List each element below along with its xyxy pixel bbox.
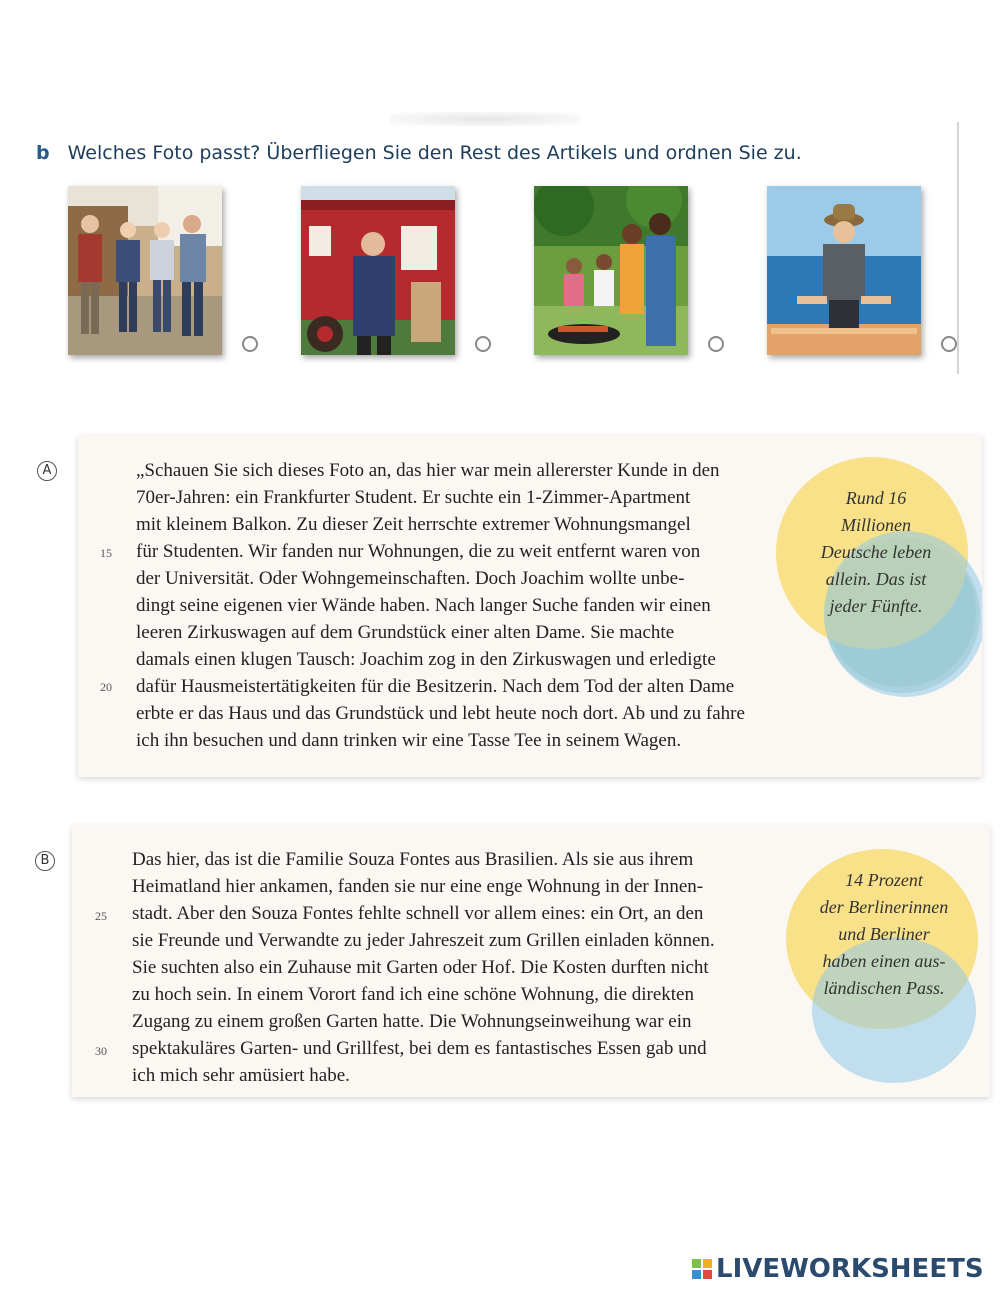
photo-family-barbecue [534,186,688,355]
fact-a-line: Millionen [841,515,911,535]
section-b-badge: B [35,851,55,871]
text-line: ich mich sehr amüsiert habe. [132,1065,350,1086]
line-number-30: 30 [95,1044,107,1058]
text-line: stadt. Aber den Souza Fontes fehlte schnell vor allem eines: ein Ort, an den [132,903,704,924]
text-line: „Schauen Sie sich dieses Foto an, das hier war mein allererster Kunde in den [136,460,720,481]
fact-a-line: Deutsche leben [820,542,932,562]
right-divider [957,122,959,374]
line-number-20: 20 [100,680,112,694]
task-letter: b [36,142,50,164]
fact-a [786,485,966,620]
section-b-text [132,846,715,1089]
text-line: mit kleinem Balkon. Zu dieser Zeit herrschte extremer Wohnungsmangel [136,514,691,535]
text-line: zu hoch sein. In einem Vorort fand ich eine schöne Wohnung, die direkten [132,984,694,1005]
logo-text: LIVEWORKSHEETS [716,1254,984,1284]
fact-a-line: jeder Fünfte. [829,596,923,616]
text-line: damals einen klugen Tausch: Joachim zog in den Zirkuswagen und erledigte [136,649,716,670]
fact-b-line: haben einen aus- [822,951,946,971]
task-heading [36,142,802,164]
text-line: leeren Zirkuswagen auf dem Grundstück einer alten Dame. Sie machte [136,622,675,643]
liveworksheets-logo [692,1254,984,1284]
photo-circus-wagon [301,186,455,355]
text-line: ich ihn besuchen und dann trinken wir eine Tasse Tee in seinem Wagen. [136,730,682,751]
fact-a-line: allein. Das ist [825,569,927,589]
text-line: spektakuläres Garten- und Grillfest, bei dem es fantastisches Essen gab und [132,1038,707,1059]
text-line: Zugang zu einem großen Garten hatte. Die Wohnungseinweihung war ein [132,1011,692,1032]
match-radio-photo-1[interactable] [242,336,258,352]
text-line: der Universität. Oder Wohngemeinschaften. Doch Joachim wollte unbe- [136,568,685,589]
match-radio-photo-2[interactable] [475,336,491,352]
photo-group [68,186,222,355]
text-line: Das hier, das ist die Familie Souza Fontes aus Brasilien. Als sie aus ihrem [132,849,694,870]
top-shadow [390,112,580,126]
fact-b-line: und Berliner [838,924,930,944]
fact-a-line: Rund 16 [845,488,907,508]
match-radio-photo-3[interactable] [708,336,724,352]
logo-blocks-icon [692,1259,712,1279]
line-number-15: 15 [100,546,112,560]
text-line: dingt seine eigenen vier Wände haben. Nach langer Suche fanden wir einen [136,595,711,616]
text-line: dafür Hausmeistertätigkeiten für die Besitzerin. Nach dem Tod der alten Dame [136,676,735,697]
fact-b [796,867,972,1002]
text-line: 70er-Jahren: ein Frankfurter Student. Er suchte ein 1-Zimmer-Apartment [136,487,691,508]
task-instruction: Welches Foto passt? Überfliegen Sie den Rest des Artikels und ordnen Sie zu. [67,142,802,164]
match-radio-photo-4[interactable] [941,336,957,352]
fact-b-line: ländischen Pass. [823,978,945,998]
text-line: Heimatland hier ankamen, fanden sie nur eine enge Wohnung in der Innen- [132,876,704,897]
fact-b-line: der Berlinerinnen [819,897,949,917]
text-line: Sie suchten also ein Zuhause mit Garten oder Hof. Die Kosten durften nicht [132,957,709,978]
section-a-badge: A [37,461,57,481]
photo-woman-sea [767,186,921,355]
line-number-25: 25 [95,909,107,923]
text-line: für Studenten. Wir fanden nur Wohnungen, die zu weit entfernt waren von [136,541,701,562]
section-a-text [136,457,745,754]
fact-b-line: 14 Prozent [845,870,923,890]
text-line: sie Freunde und Verwandte zu jeder Jahreszeit zum Grillen einladen können. [132,930,715,951]
text-line: erbte er das Haus und das Grundstück und lebt heute noch dort. Ab und zu fahre [136,703,745,724]
